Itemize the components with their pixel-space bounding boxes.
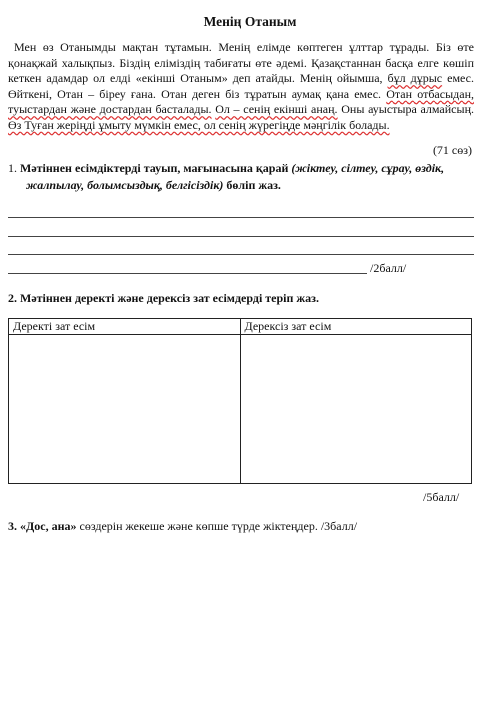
answer-line-2[interactable] <box>8 236 474 237</box>
question-1-text: Мәтіннен есімдіктерді тауып, мағынасына қарай <box>17 161 292 175</box>
word-count: (71 сөз) <box>432 143 472 157</box>
passage-underlined-3: Ол – сенің екінші анаң. <box>215 102 338 117</box>
question-1-options-b: жалпылау, болымсыздық, белгісіздік) <box>26 178 224 192</box>
concrete-nouns-cell[interactable] <box>9 335 241 484</box>
question-2-score: /5балл/ <box>423 490 460 504</box>
question-1-options-a: (жіктеу, сілтеу, сұрау, өздік, <box>291 161 445 175</box>
question-3-words: «Дос, ана» <box>17 519 77 533</box>
question-1-tail: бөліп жаз. <box>223 178 281 192</box>
noun-table <box>8 318 472 484</box>
answer-line-1[interactable] <box>8 217 474 218</box>
answer-line-4[interactable] <box>8 273 367 274</box>
question-1 <box>8 160 474 194</box>
passage-underlined-1: бұл дұрыс <box>387 71 443 86</box>
question-2: 2. Мәтіннен деректі және дерексіз зат есімдерді теріп жаз. <box>8 291 319 305</box>
passage-underlined-4: Өз Туған жеріңді ұмыту мүмкін емес, ол сенің жүрегіңде мәңгілік болады. <box>8 117 390 132</box>
column-header-concrete: Деректі зат есім <box>9 319 241 335</box>
question-1-number: 1. <box>8 161 17 175</box>
passage-part-1: Мен өз Отанымды мақтан тұтамын. Менің елімде көптеген ұлттар тұрады. Біз өте қонақжай халықпыз. Біздің еліміздің табиғаты өте әдемі. Қазақстаннан басқа елге көшіп кеткен адамдар ол елді «екінші Отаным» деп атайды. Менің ойымша, <box>8 40 474 86</box>
question-3-number: 3. <box>8 519 17 533</box>
passage-part-2: емес. Өйткені, Отан – біреу ғана. Отан деген біз тұратын аумақ қана емес. <box>8 71 474 101</box>
column-header-abstract: Дерексіз зат есім <box>240 319 472 335</box>
question-3-text: сөздерін жекеше және көпше түрде жіктеңдер. /3балл/ <box>76 519 358 533</box>
question-1-score: /2балл/ <box>370 261 407 275</box>
abstract-nouns-cell[interactable] <box>240 335 472 484</box>
answer-line-3[interactable] <box>8 254 474 255</box>
question-3 <box>8 519 357 534</box>
worksheet-title: Менің Отаным <box>203 14 297 29</box>
passage-part-4: Оны ауыстыра алмайсың. <box>337 102 474 117</box>
passage-underlined-2: Отан отбасыдан, туыстардан және достардан басталады. <box>8 86 474 117</box>
reading-passage <box>8 40 474 134</box>
